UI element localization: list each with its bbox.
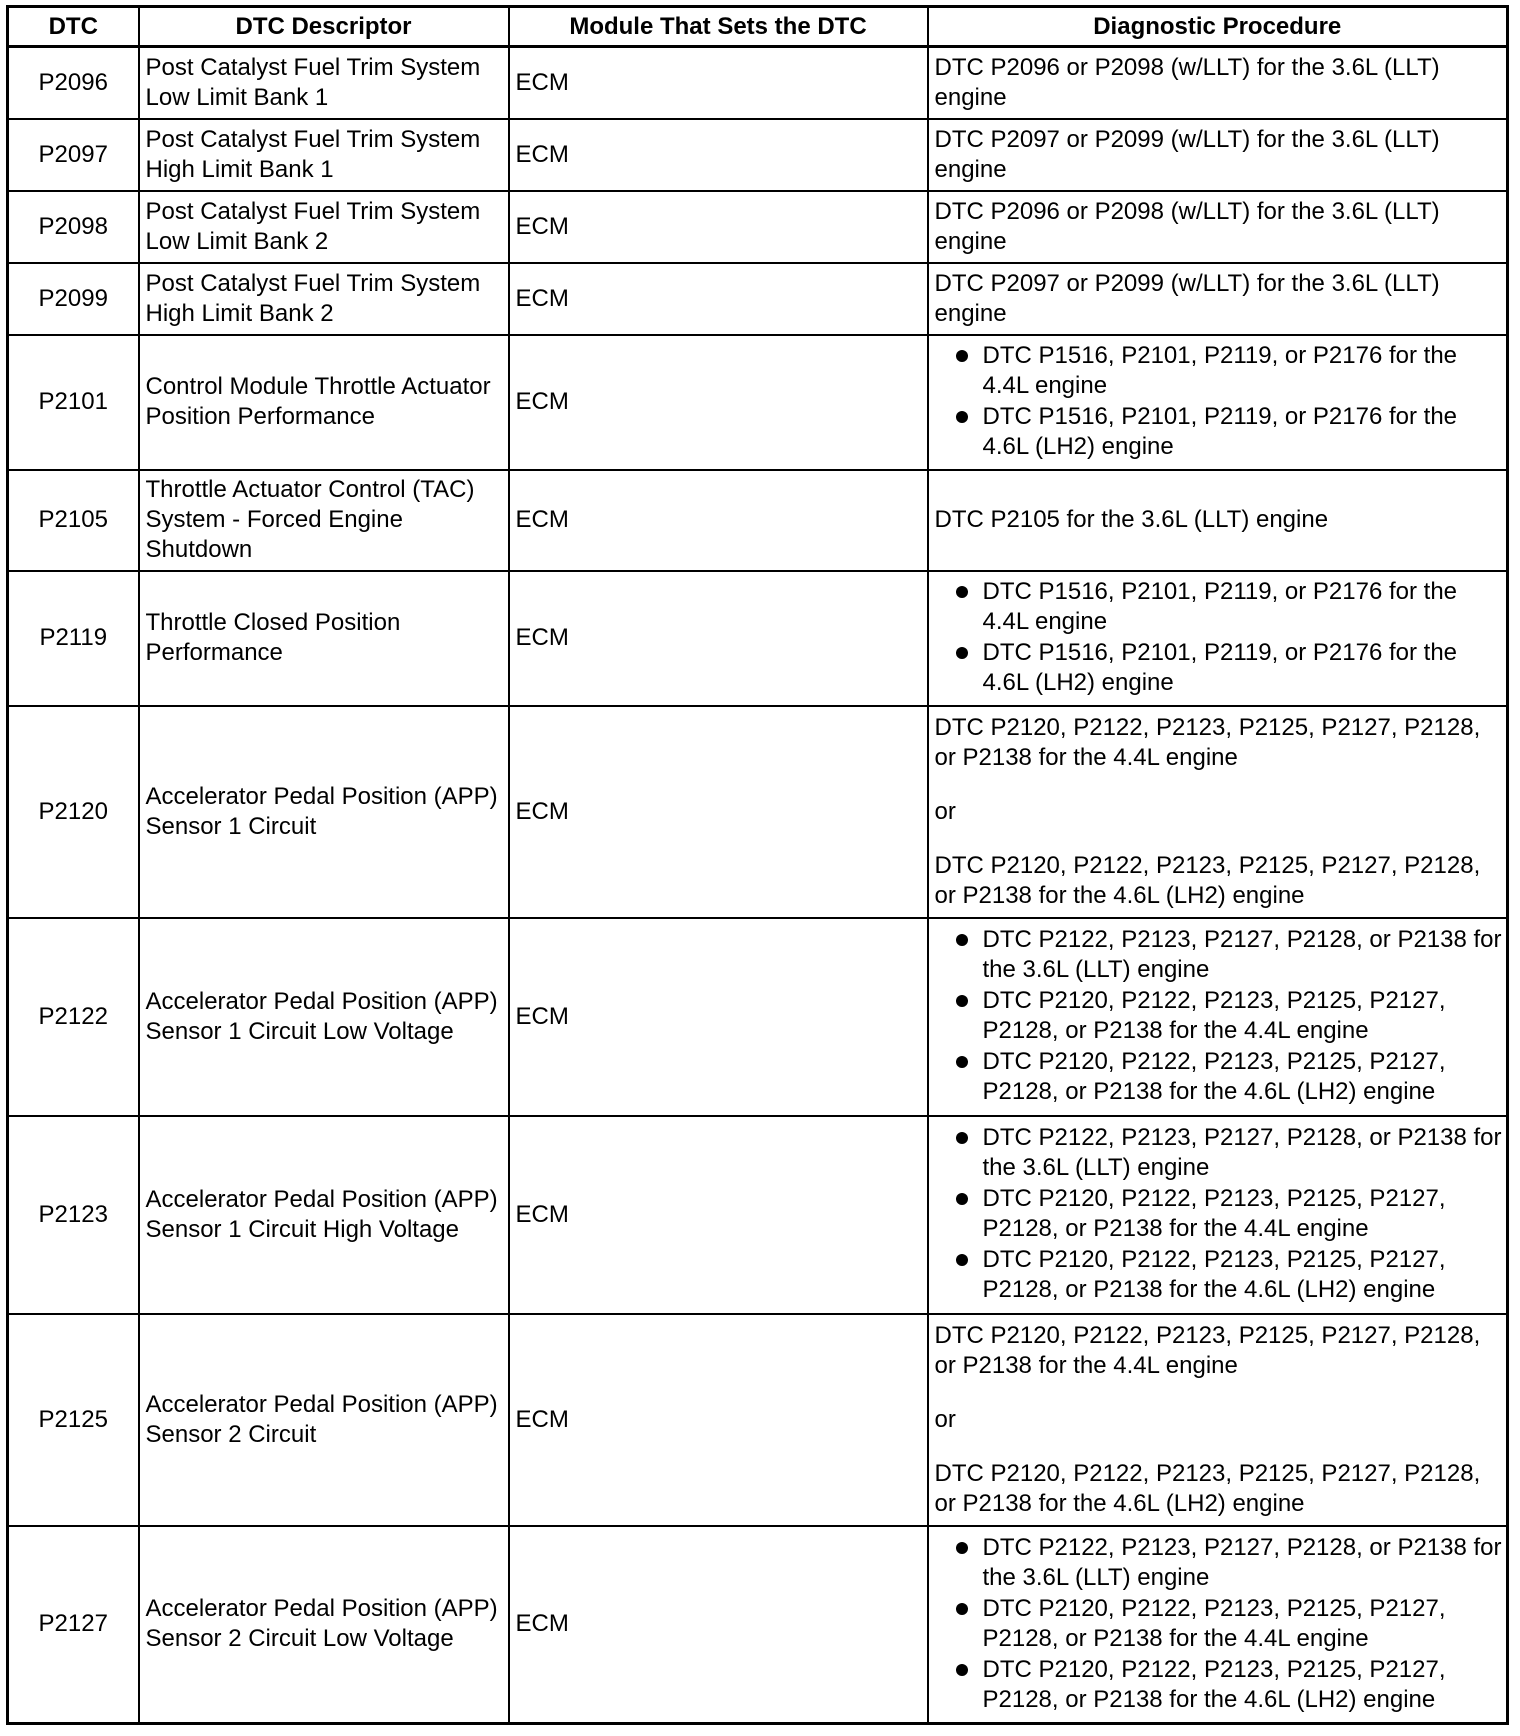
procedure-bullet-text: DTC P2120, P2122, P2123, P2125, P2127, P2128, or P2138 for the 4.4L engine	[982, 1185, 1446, 1242]
bullet-icon	[956, 1132, 968, 1144]
module-cell: ECM	[509, 191, 928, 263]
dtc-code-cell: P2099	[8, 263, 139, 335]
procedure-bullet-text: DTC P2120, P2122, P2123, P2125, P2127, P2128, or P2138 for the 4.4L engine	[982, 987, 1446, 1044]
module-cell: ECM	[509, 1314, 928, 1526]
procedure-link[interactable]: DTC P2096 or P2098 (w/LLT) for the 3.6L (LLT) engine	[934, 197, 1440, 255]
procedure-bullet-list	[935, 1123, 1503, 1305]
dtc-code-cell: P2096	[8, 47, 139, 119]
dtc-code-cell: P2105	[8, 470, 139, 571]
dtc-descriptor-cell: Accelerator Pedal Position (APP) Sensor 1 Circuit Low Voltage	[139, 918, 509, 1116]
procedure-bullet-item[interactable]	[935, 1047, 1503, 1107]
bullet-icon	[956, 411, 968, 423]
spacer	[935, 1435, 1503, 1459]
procedure-bullet-text: DTC P2122, P2123, P2127, P2128, or P2138 for the 3.6L (LLT) engine	[982, 926, 1502, 983]
module-cell: ECM	[509, 47, 928, 119]
procedure-bullet-item[interactable]	[935, 1594, 1503, 1654]
bullet-icon	[956, 1603, 968, 1615]
spacer	[935, 827, 1503, 851]
bullet-icon	[956, 1254, 968, 1266]
dtc-descriptor-cell: Accelerator Pedal Position (APP) Sensor 2 Circuit Low Voltage	[139, 1526, 509, 1724]
procedure-cell	[928, 706, 1508, 918]
procedure-bullet-item[interactable]	[935, 1655, 1503, 1715]
procedure-bullet-text: DTC P1516, P2101, P2119, or P2176 for the 4.6L (LH2) engine	[982, 403, 1458, 460]
procedure-link[interactable]: DTC P2120, P2122, P2123, P2125, P2127, P2128, or P2138 for the 4.4L engine	[934, 713, 1481, 771]
procedure-bullet-item[interactable]	[935, 577, 1503, 637]
procedure-bullet-text: DTC P2122, P2123, P2127, P2128, or P2138 for the 3.6L (LLT) engine	[982, 1124, 1502, 1181]
procedure-cell	[928, 263, 1508, 335]
bullet-icon	[956, 934, 968, 946]
module-cell: ECM	[509, 335, 928, 470]
procedure-cell	[928, 571, 1508, 706]
module-cell: ECM	[509, 119, 928, 191]
procedure-bullet-text: DTC P2120, P2122, P2123, P2125, P2127, P2128, or P2138 for the 4.4L engine	[982, 1594, 1446, 1652]
spacer	[935, 773, 1503, 797]
procedure-bullet-text: DTC P1516, P2101, P2119, or P2176 for the 4.4L engine	[982, 578, 1458, 635]
module-cell: ECM	[509, 706, 928, 918]
spacer	[935, 1381, 1503, 1405]
procedure-bullet-list	[935, 577, 1503, 698]
dtc-code-cell: P2122	[8, 918, 139, 1116]
dtc-descriptor-cell: Accelerator Pedal Position (APP) Sensor 2 Circuit	[139, 1314, 509, 1526]
procedure-bullet-item[interactable]	[935, 341, 1503, 401]
module-cell: ECM	[509, 1526, 928, 1724]
table-row	[8, 263, 1508, 335]
procedure-bullet-item[interactable]	[935, 402, 1503, 462]
procedure-bullet-text: DTC P2120, P2122, P2123, P2125, P2127, P2128, or P2138 for the 4.6L (LH2) engine	[982, 1246, 1446, 1303]
procedure-bullet-list	[935, 925, 1503, 1107]
header-row	[8, 7, 1508, 47]
procedure-bullet-item[interactable]	[935, 925, 1503, 985]
dtc-descriptor-cell: Throttle Actuator Control (TAC) System - Forced Engine Shutdown	[139, 470, 509, 571]
dtc-code-cell: P2127	[8, 1526, 139, 1724]
table-row	[8, 1116, 1508, 1314]
procedure-or-text: or	[934, 1405, 956, 1433]
table-row	[8, 706, 1508, 918]
table-row	[8, 918, 1508, 1116]
dtc-descriptor-cell: Post Catalyst Fuel Trim System Low Limit Bank 1	[139, 47, 509, 119]
procedure-cell	[928, 47, 1508, 119]
table-row	[8, 191, 1508, 263]
module-cell: ECM	[509, 470, 928, 571]
procedure-cell	[928, 191, 1508, 263]
procedure-cell	[928, 918, 1508, 1116]
procedure-cell	[928, 119, 1508, 191]
procedure-bullet-text: DTC P2120, P2122, P2123, P2125, P2127, P2128, or P2138 for the 4.6L (LH2) engine	[982, 1655, 1446, 1713]
bullet-icon	[956, 1193, 968, 1205]
procedure-bullet-text: DTC P2122, P2123, P2127, P2128, or P2138 for the 3.6L (LLT) engine	[982, 1533, 1502, 1591]
procedure-bullet-text: DTC P1516, P2101, P2119, or P2176 for the 4.6L (LH2) engine	[982, 639, 1458, 696]
dtc-descriptor-cell: Control Module Throttle Actuator Position Performance	[139, 335, 509, 470]
procedure-bullet-list	[935, 341, 1503, 462]
procedure-bullet-item[interactable]	[935, 1184, 1503, 1244]
bullet-icon	[956, 647, 968, 659]
dtc-code-cell: P2097	[8, 119, 139, 191]
header-dtc: DTC	[8, 7, 139, 47]
procedure-link[interactable]: DTC P2096 or P2098 (w/LLT) for the 3.6L (LLT) engine	[934, 53, 1440, 111]
module-cell: ECM	[509, 263, 928, 335]
table-row	[8, 470, 1508, 571]
procedure-link[interactable]: DTC P2120, P2122, P2123, P2125, P2127, P2128, or P2138 for the 4.6L (LH2) engine	[934, 851, 1481, 909]
bullet-icon	[956, 1542, 968, 1554]
dtc-table-container	[6, 5, 1506, 1725]
procedure-link[interactable]: DTC P2105 for the 3.6L (LLT) engine	[934, 506, 1329, 533]
procedure-bullet-item[interactable]	[935, 638, 1503, 698]
header-module: Module That Sets the DTC	[509, 7, 928, 47]
bullet-icon	[956, 586, 968, 598]
dtc-code-cell: P2119	[8, 571, 139, 706]
dtc-descriptor-cell: Accelerator Pedal Position (APP) Sensor 1 Circuit	[139, 706, 509, 918]
procedure-bullet-item[interactable]	[935, 1533, 1503, 1593]
module-cell: ECM	[509, 918, 928, 1116]
header-diagnostic-procedure: Diagnostic Procedure	[928, 7, 1508, 47]
table-row	[8, 335, 1508, 470]
dtc-descriptor-cell: Post Catalyst Fuel Trim System High Limit Bank 1	[139, 119, 509, 191]
procedure-cell	[928, 1526, 1508, 1724]
dtc-descriptor-cell: Post Catalyst Fuel Trim System High Limit Bank 2	[139, 263, 509, 335]
dtc-descriptor-cell: Throttle Closed Position Performance	[139, 571, 509, 706]
procedure-cell	[928, 470, 1508, 571]
table-row	[8, 1526, 1508, 1724]
procedure-link[interactable]: DTC P2120, P2122, P2123, P2125, P2127, P2128, or P2138 for the 4.4L engine	[934, 1321, 1481, 1379]
dtc-code-cell: P2120	[8, 706, 139, 918]
procedure-bullet-item[interactable]	[935, 986, 1503, 1046]
procedure-link[interactable]: DTC P2097 or P2099 (w/LLT) for the 3.6L (LLT) engine	[934, 269, 1440, 327]
bullet-icon	[956, 1056, 968, 1068]
dtc-code-cell: P2101	[8, 335, 139, 470]
table-body	[8, 47, 1508, 1724]
procedure-bullet-list	[935, 1533, 1503, 1715]
table-header	[8, 7, 1508, 47]
table-row	[8, 119, 1508, 191]
table-row	[8, 1314, 1508, 1526]
dtc-code-cell: P2123	[8, 1116, 139, 1314]
procedure-bullet-item[interactable]	[935, 1123, 1503, 1183]
procedure-link[interactable]: DTC P2097 or P2099 (w/LLT) for the 3.6L (LLT) engine	[934, 125, 1440, 183]
procedure-bullet-text: DTC P1516, P2101, P2119, or P2176 for the 4.4L engine	[982, 342, 1458, 399]
module-cell: ECM	[509, 571, 928, 706]
dtc-table	[6, 5, 1509, 1725]
dtc-descriptor-cell: Post Catalyst Fuel Trim System Low Limit Bank 2	[139, 191, 509, 263]
procedure-bullet-item[interactable]	[935, 1245, 1503, 1305]
procedure-cell	[928, 1116, 1508, 1314]
table-row	[8, 571, 1508, 706]
procedure-cell	[928, 335, 1508, 470]
bullet-icon	[956, 350, 968, 362]
module-cell: ECM	[509, 1116, 928, 1314]
dtc-code-cell: P2098	[8, 191, 139, 263]
procedure-link[interactable]: DTC P2120, P2122, P2123, P2125, P2127, P2128, or P2138 for the 4.6L (LH2) engine	[934, 1459, 1481, 1517]
procedure-cell	[928, 1314, 1508, 1526]
procedure-bullet-text: DTC P2120, P2122, P2123, P2125, P2127, P2128, or P2138 for the 4.6L (LH2) engine	[982, 1048, 1446, 1105]
dtc-descriptor-cell: Accelerator Pedal Position (APP) Sensor 1 Circuit High Voltage	[139, 1116, 509, 1314]
header-dtc-descriptor: DTC Descriptor	[139, 7, 509, 47]
dtc-code-cell: P2125	[8, 1314, 139, 1526]
bullet-icon	[956, 995, 968, 1007]
procedure-or-text: or	[934, 797, 956, 825]
table-row	[8, 47, 1508, 119]
bullet-icon	[956, 1664, 968, 1676]
